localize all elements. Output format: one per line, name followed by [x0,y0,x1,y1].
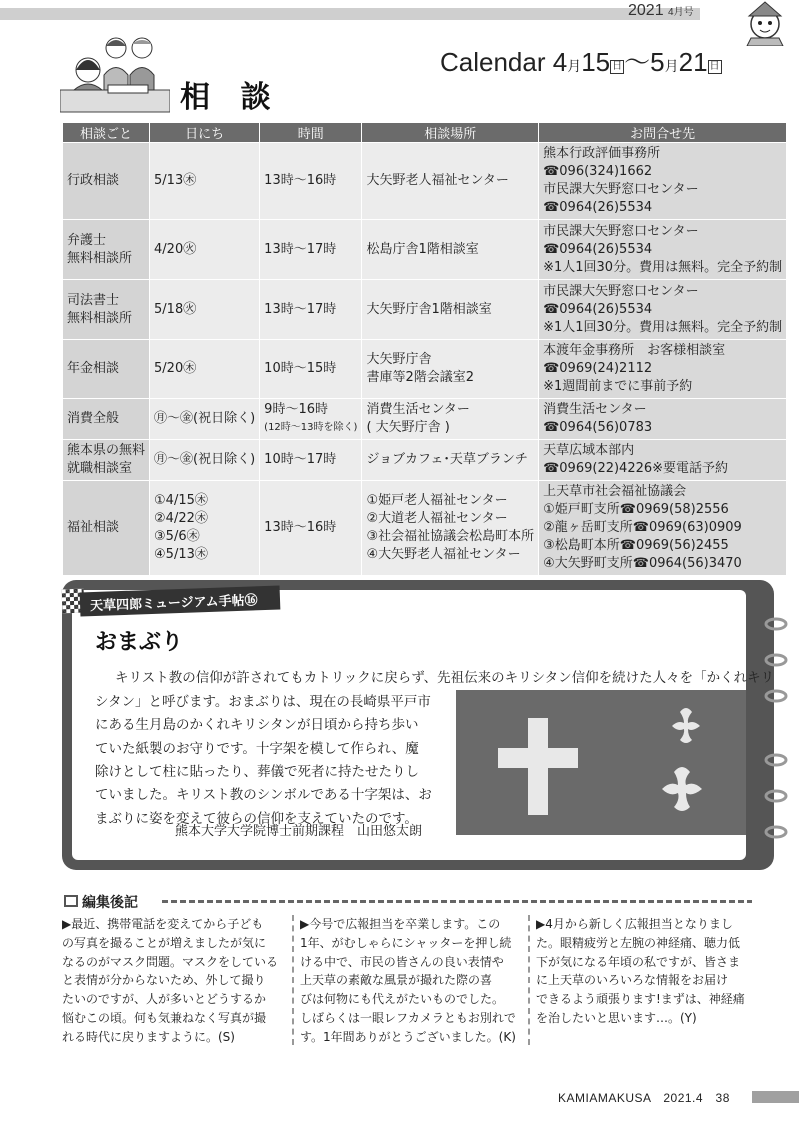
editorial-line: たいのですが、人が多いとどうするか [62,992,267,1007]
category-cell-line: 無料相談所 [67,310,133,326]
editorial-line: 下が気になる年頃の私ですが、皆さま [536,954,741,969]
editorial-column-1 [62,915,292,1047]
start-day: 15 [581,47,611,77]
editorial-line: できるよう頑張ります!まずは、神経痛 [536,992,745,1007]
header-band [0,8,700,20]
contact-cell-line: ※1人1回30分。費用は無料。完全予約制 [543,259,783,275]
category-cell [63,399,150,440]
time-cell-line: 13時～16時 [264,520,337,535]
mascot-icon [735,0,795,46]
time-cell [260,143,362,220]
end-day: 21 [678,47,708,77]
place-cell [362,481,539,576]
editorial-line: と表情が分からないため、外して撮り [62,973,266,988]
contact-cell [539,481,787,576]
date-cell [150,481,260,576]
editorial-heading-bar [62,892,752,910]
contact-cell-line: 市民課大矢野窓口センター [543,182,699,197]
contact-cell-line: ☎0969(24)2112 [543,361,653,376]
contact-cell [539,280,787,340]
date-cell-line: ②4/22㊍ [154,511,208,526]
time-cell-line: 13時～17時 [264,301,337,317]
contact-cell [539,440,787,481]
time-cell [260,440,362,481]
editorial-line: の写真を撮ることが増えましたが気に [62,935,267,950]
calendar-prefix: Calendar [440,47,546,77]
editorial-line: ▶今号で広報担当を卒業します。この [300,917,501,931]
date-cell-line: ③5/6㊍ [154,529,200,544]
category-cell [63,340,150,399]
museum-tab-label: 天草四郎ミュージアム手帖⑯ [80,586,281,617]
col-header-category: 相談ごと [63,123,150,143]
editorial-line: 1年、がむしゃらにシャッターを押し続 [300,935,512,950]
museum-text-line: ていました。キリスト教のシンボルである十字架は、お [95,787,432,803]
category-cell-line: 消費全般 [67,411,120,426]
editorial-line: れる時代に戻りますように。(S) [62,1029,235,1044]
date-cell-line: ㊊～㊎(祝日除く) [154,411,256,426]
col-header-time: 時間 [260,123,362,143]
place-cell [362,440,539,481]
col-header-place: 相談場所 [362,123,539,143]
category-cell [63,220,150,280]
contact-cell-line: ☎0964(26)5534 [543,301,653,317]
contact-cell-line: ④大矢野町支所☎0964(56)3470 [543,556,742,571]
table-row [63,220,787,280]
contact-cell-line: ※1週間前までに事前予約 [543,379,693,394]
start-dow: 日 [612,61,623,72]
place-cell [362,220,539,280]
editorial-line: た。眼精疲労と左腕の神経痛、聴力低 [536,935,741,950]
place-cell-line: 大矢野庁舎 [366,352,432,367]
start-month: 4 [552,47,568,77]
editorial-column-2 [300,915,530,1047]
time-cell [260,399,362,440]
contact-cell-line: 熊本行政評価事務所 [543,146,661,161]
editorial-line: なるのがマスク問題。マスクをしている [62,954,279,969]
editorial-line: びは何物にも代えがたいものでした。 [300,992,505,1007]
contact-cell-line: ☎0964(26)5534 [543,241,653,257]
category-cell-line: 無料相談所 [67,250,133,266]
category-cell-line: 司法書士 [67,292,120,308]
time-cell-line: 13時～16時 [264,173,337,188]
category-cell [63,440,150,481]
footer-text: KAMIAMAKUSA 2021.4 38 [558,1091,730,1105]
place-cell [362,143,539,220]
time-note: (12時～13時を除く) [264,422,358,433]
end-month: 5 [650,47,665,77]
page-header [0,0,799,28]
contact-cell-line: 消費生活センター [543,402,647,417]
contact-cell-line: ※1人1回30分。費用は無料。完全予約制 [543,319,783,335]
place-cell-line: 大矢野老人福祉センター [366,173,509,188]
time-cell-line: 9時～16時 [264,402,328,417]
museum-heading: おまぶり [95,630,184,655]
editorial-line: に上天草のいろいろな情報をお届け [536,973,729,988]
museum-author: 熊本大学大学院博士前期課程 山田悠太朗 [175,824,423,839]
editorial-column-3 [536,915,766,1028]
issue-year: 2021 [628,2,664,19]
category-cell-line: 就職相談室 [67,461,133,476]
category-cell-line: 行政相談 [67,173,120,188]
category-cell-line: 年金相談 [67,361,120,376]
place-cell-line: ④大矢野老人福祉センター [366,547,521,562]
date-cell [150,143,260,220]
contact-cell-line: ②龍ヶ岳町支所☎0969(63)0909 [543,520,742,535]
editorial-line: ける中で、市民の皆さんの良い表情や [300,954,504,969]
column-separator [292,915,294,1045]
contact-cell-line: 市民課大矢野窓口センター [543,283,699,299]
contact-cell-line: ①姫戸町支所☎0969(58)2556 [543,502,729,517]
end-dow: 日 [709,61,720,72]
category-cell [63,280,150,340]
table-header-row [63,123,787,143]
place-cell-line: ジョブカフェ･天草ブランチ [366,452,528,467]
start-month-unit: 月 [567,58,582,74]
category-cell [63,143,150,220]
date-cell-line: 5/18㊋ [154,301,197,317]
contact-cell [539,399,787,440]
table-row [63,399,787,440]
issue-month: 4月号 [668,7,694,18]
date-cell [150,340,260,399]
issue-label [628,2,694,20]
table-row [63,481,787,576]
place-cell [362,280,539,340]
end-month-unit: 月 [664,58,679,74]
section-title: 相 談 [180,80,281,115]
date-cell [150,399,260,440]
date-cell [150,220,260,280]
place-cell-line: ③社会福祉協議会松島町本所 [366,529,535,544]
place-cell-line: 消費生活センター [366,402,470,417]
time-cell-line: 13時～17時 [264,241,337,257]
category-cell-line: 福祉相談 [67,520,120,535]
editorial-line: 悩むこの頃。何も気兼ねなく写真が撮 [62,1010,267,1025]
time-cell [260,340,362,399]
footer-bar [752,1091,799,1103]
editorial-line: ▶4月から新しく広報担当となりまし [536,917,733,931]
date-cell [150,440,260,481]
contact-cell-line: ☎0964(56)0783 [543,420,653,435]
time-cell [260,280,362,340]
contact-cell-line: ③松島町本所☎0969(56)2455 [543,538,729,553]
category-cell [63,481,150,576]
table-row [63,440,787,481]
editorial-line: す。1年間ありがとうございました。(K) [300,1029,516,1044]
contact-cell-line: 上天草市社会福祉協議会 [543,484,687,499]
col-header-contact: お問合せ先 [539,123,787,143]
date-cell-line: 4/20㊋ [154,241,197,257]
column-separator [528,915,530,1045]
contact-cell [539,340,787,399]
editorial-line: 上天草の素敵な風景が撮れた際の喜 [300,973,493,988]
time-cell-line: 10時～15時 [264,361,337,376]
museum-text-line: 除けとして柱に貼ったり、葬儀で死者に持たせたりし [95,764,419,780]
category-cell-line: 熊本県の無料 [67,443,146,458]
contact-cell [539,220,787,280]
place-cell-line: ②大道老人福祉センター [366,511,508,526]
contact-cell-line: 天草広域本部内 [543,443,635,458]
editorial-line: ▶最近、携帯電話を変えてから子ども [62,917,264,931]
contact-cell [539,143,787,220]
time-cell [260,481,362,576]
date-cell-line: ①4/15㊍ [154,493,208,508]
date-cell-line: 5/20㊍ [154,361,197,376]
time-cell [260,220,362,280]
place-cell-line: 書庫等2階会議室2 [366,370,474,385]
place-cell [362,340,539,399]
date-cell-line: 5/13㊍ [154,173,197,188]
contact-cell-line: 市民課大矢野窓口センター [543,223,699,239]
editorial-heading: 編集後記 [82,895,138,911]
place-cell-line: 大矢野庁舎1階相談室 [366,301,492,317]
museum-text-line: まぶりに姿を変えて彼らの信仰を支えていたのです。 [95,811,418,827]
time-cell-line: 10時～17時 [264,452,337,467]
dotted-rule [162,900,752,903]
page-footer [0,1085,799,1105]
table-row [63,280,787,340]
place-cell-line: ①姫戸老人福祉センター [366,493,508,508]
date-cell [150,280,260,340]
museum-text-line: ていた紙製のお守りです。十字架を模して作られ、魔 [95,741,419,757]
museum-text-line: キリスト教の信仰が許されてもカトリックに戻らず、先祖伝来のキリシタン信仰を続けた人々を「かくれキリ [115,670,775,686]
contact-cell-line: 本渡年金事務所 お客様相談室 [543,343,726,358]
place-cell-line: 松島庁舎1階相談室 [366,241,479,257]
place-cell [362,399,539,440]
calendar-title [440,42,722,79]
contact-cell-line: ☎0969(22)4226※要電話予約 [543,461,729,476]
cross-amulet-photo [456,690,746,835]
date-cell-line: ㊊～㊎(祝日除く) [154,452,256,467]
date-cell-line: ④5/13㊍ [154,547,208,562]
range-separator: ～ [624,47,651,77]
consultation-table [62,122,787,576]
place-cell-line: ( 大矢野庁舎 ) [366,420,450,435]
consultation-illustration [60,30,170,120]
table-row [63,143,787,220]
col-header-date: 日にち [150,123,260,143]
contact-cell-line: ☎0964(26)5534 [543,200,653,215]
contact-cell-line: ☎096(324)1662 [543,164,653,179]
museum-text-line: にある生月島のかくれキリシタンが日頃から持ち歩い [95,717,419,733]
editorial-line: を治したいと思います…。(Y) [536,1010,697,1025]
museum-text-line: シタン」と呼びます。おまぶりは、現在の長崎県平戸市 [95,694,431,710]
notebook-ring-icon [756,610,796,850]
editorial-line: しばらくは一眼レフカメラともお別れで [300,1010,516,1025]
category-cell-line: 弁護士 [67,232,107,248]
table-row [63,340,787,399]
heading-square-icon [64,895,78,907]
